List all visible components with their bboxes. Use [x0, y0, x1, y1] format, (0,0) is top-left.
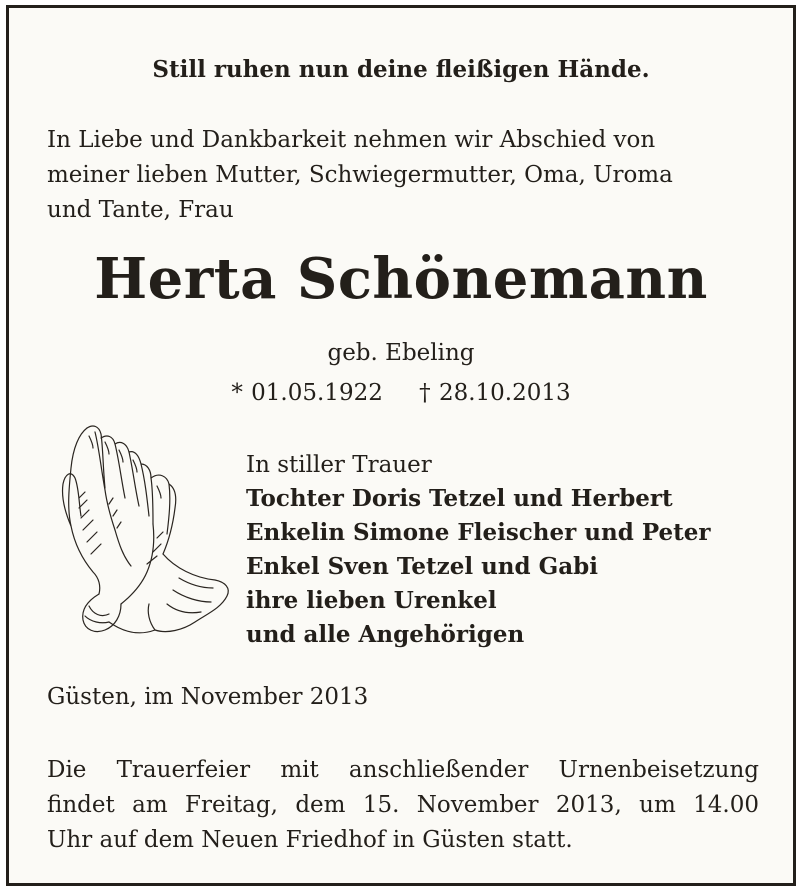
- mourner-line: Enkel Sven Tetzel und Gabi: [246, 553, 598, 580]
- mourner-line: ihre lieben Urenkel: [246, 587, 497, 614]
- deceased-name: Herta Schönemann: [94, 246, 708, 312]
- intro-line: und Tante, Frau: [47, 197, 234, 223]
- mourner-line: und alle Angehörigen: [246, 621, 525, 648]
- praying-hands-icon: [49, 408, 249, 648]
- intro-line: In Liebe und Dankbarkeit nehmen wir Abschied von: [47, 127, 656, 153]
- mourner-line: Tochter Doris Tetzel und Herbert: [246, 485, 673, 512]
- ceremony-line: findet am Freitag, dem 15. November 2013, um 14.00: [47, 792, 759, 818]
- mourning-intro: In stiller Trauer: [246, 452, 432, 478]
- intro-line: meiner lieben Mutter, Schwiegermutter, Oma, Uroma: [47, 162, 673, 188]
- place-date: Güsten, im November 2013: [47, 684, 369, 710]
- life-dates: [9, 380, 793, 406]
- obituary-frame: [6, 5, 796, 886]
- ceremony-info: [47, 753, 759, 858]
- ceremony-line: Die Trauerfeier mit anschließender Urnenbeisetzung: [47, 757, 759, 783]
- death-date: † 28.10.2013: [419, 380, 571, 406]
- mourners-list: [246, 448, 711, 652]
- ceremony-line: Uhr auf dem Neuen Friedhof in Güsten statt.: [47, 827, 573, 853]
- intro-text: [47, 123, 673, 228]
- birth-name: geb. Ebeling: [327, 340, 475, 366]
- motto: Still ruhen nun deine fleißigen Hände.: [152, 56, 650, 83]
- mourner-line: Enkelin Simone Fleischer und Peter: [246, 519, 711, 546]
- birth-date: * 01.05.1922: [231, 380, 383, 406]
